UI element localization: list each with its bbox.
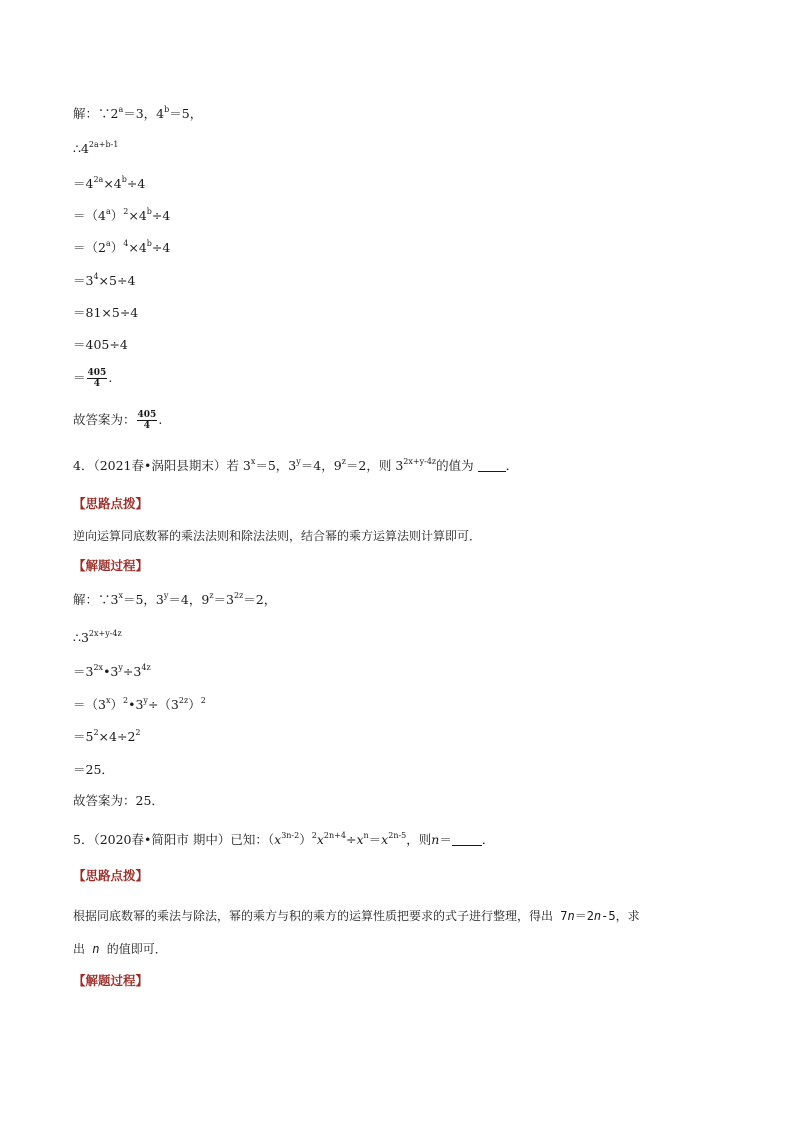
problem4-sol-line5: $=5^2\times 4\div 2^2$ bbox=[73, 728, 141, 744]
problem5-hint-line1: 根据同底数幂的乘法与除法，幂的乘方与积的乘方的运算性质把要求的式子进行整理，得出 7n＝2n-5，求 bbox=[73, 909, 640, 923]
solution1-step2: $=(4^a)^2\times 4^b\div 4$ bbox=[73, 207, 171, 223]
problem4-sol-line4: $=(3^x)^2•3^y\div(3^{2z})^2$ bbox=[73, 696, 206, 712]
solution1-step4: $=3^4\times 5\div 4$ bbox=[73, 272, 136, 288]
solution1-answer: 故答案为： $\frac{405}{4}$ . bbox=[73, 410, 163, 431]
problem4-sol-line6: ＝25． bbox=[73, 762, 114, 777]
problem4-process-heading: 【解题过程】 bbox=[73, 558, 149, 573]
problem4-answer: 故答案为：25． bbox=[73, 793, 164, 808]
solution1-therefore: $\therefore 4^{2a+b-1}$ bbox=[73, 140, 119, 156]
solution1-intro: 解：$\because 2^a=3$，$4^b=5$， bbox=[73, 105, 203, 121]
problem4-sol-line3: $=3^{2x}•3^y\div 3^{4z}$ bbox=[73, 663, 151, 679]
problem4-sol-line2: $\therefore 3^{2x+y-4z}$ bbox=[73, 629, 122, 645]
answer-blank bbox=[452, 833, 482, 846]
problem5-hint-line2: 出 n 的值即可． bbox=[73, 942, 167, 956]
problem4-hint-text: 逆向运算同底数幂的乘法法则和除法法则，结合幂的乘方运算法则计算即可． bbox=[73, 529, 482, 543]
problem4-hint-heading: 【思路点拨】 bbox=[73, 496, 149, 511]
problem5-hint-heading: 【思路点拨】 bbox=[73, 868, 149, 883]
solution1-step3: $=(2^a)^4\times 4^b\div 4$ bbox=[73, 239, 171, 255]
solution1-step5: ＝81×5÷4 bbox=[73, 305, 139, 320]
fraction: $\frac{405}{4}$ bbox=[137, 410, 157, 431]
fraction: $\frac{405}{4}$ bbox=[87, 368, 107, 389]
problem5-process-heading: 【解题过程】 bbox=[73, 973, 149, 988]
answer-blank bbox=[478, 459, 506, 472]
problem4-statement: 4．（2021春•涡阳县期末）若 $3^x=5$，$3^y=4$，$9^z=2$，则 $3^{2x+y-4z}$的值为 ． bbox=[73, 457, 519, 473]
solution1-step6: ＝405÷4 bbox=[73, 337, 128, 352]
problem5-statement: 5．（2020春•简阳市 期中）已知：$(x^{3n-2})^2x^{2n+4}\div x^n=x^{2n-5}$，则n＝ ． bbox=[73, 831, 495, 847]
solution1-step7: ＝ $\frac{405}{4}$ . bbox=[73, 368, 113, 389]
solution1-step1: $=4^{2a}\times 4^b\div 4$ bbox=[73, 175, 146, 191]
problem4-sol-line1: 解：$\because 3^x=5$，$3^y=4$，$9^z=3^{2z}=2$， bbox=[73, 591, 277, 607]
